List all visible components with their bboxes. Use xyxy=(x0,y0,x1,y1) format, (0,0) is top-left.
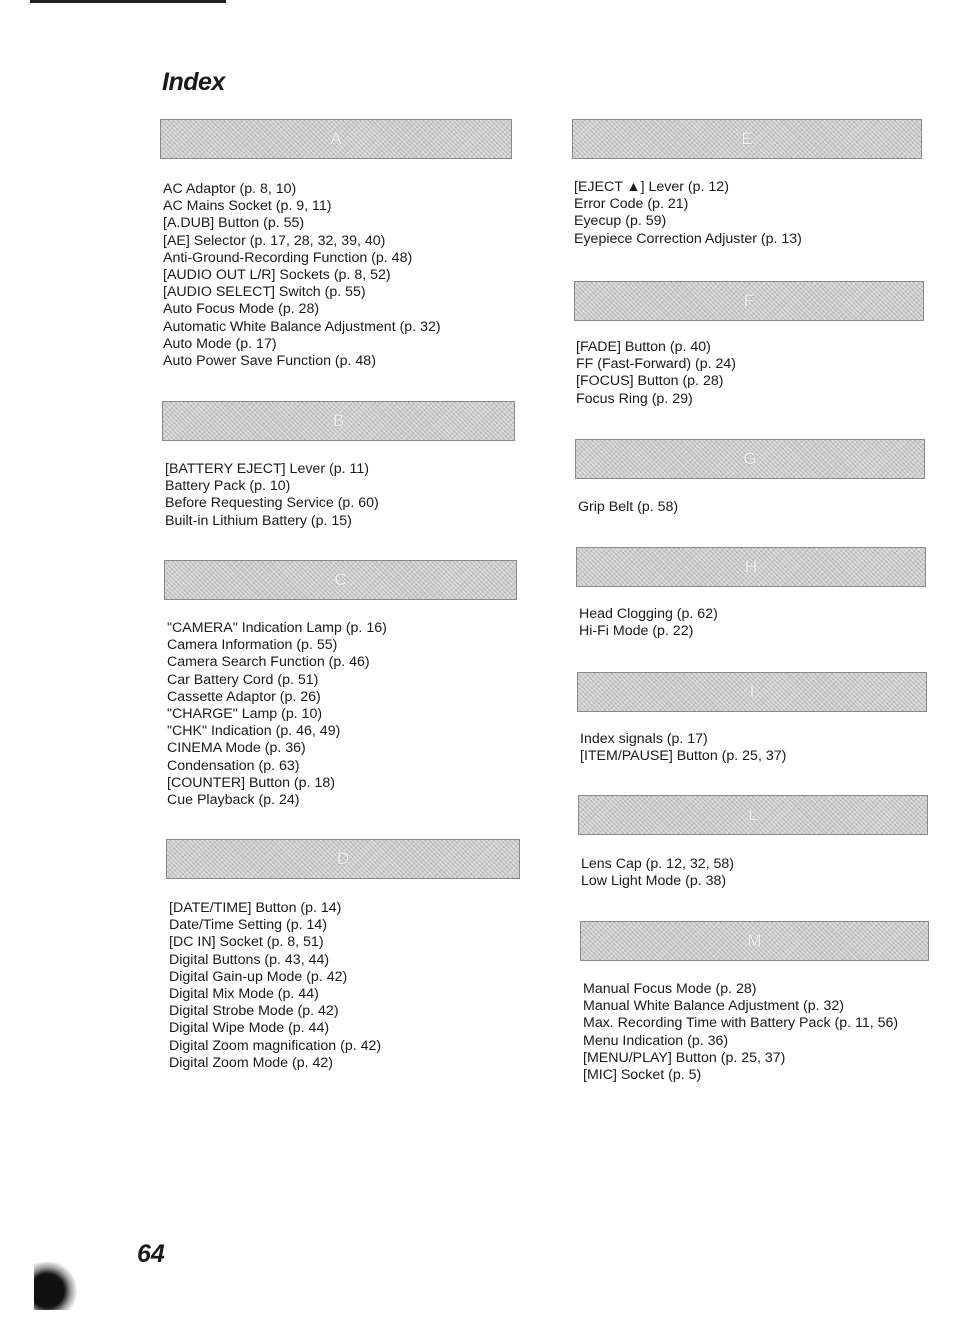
index-entry: Low Light Mode (p. 38) xyxy=(581,873,727,890)
index-entry: Manual Focus Mode (p. 28) xyxy=(583,981,757,997)
section-header-bar xyxy=(578,795,928,835)
index-entry: [FOCUS] Button (p. 28) xyxy=(576,373,724,390)
section-letter: I xyxy=(749,682,755,701)
index-section xyxy=(166,839,520,1072)
index-section xyxy=(164,560,517,809)
section-letter: M xyxy=(747,931,762,950)
section-header-bar xyxy=(166,839,520,879)
section-letter: L xyxy=(748,805,758,824)
index-entry: Date/Time Setting (p. 14) xyxy=(169,917,327,934)
entry-list xyxy=(577,731,927,765)
index-entry: FF (Fast-Forward) (p. 24) xyxy=(576,356,737,373)
section-header-bar xyxy=(580,921,929,961)
index-section xyxy=(572,119,922,248)
index-section xyxy=(578,795,928,890)
index-entry: AC Mains Socket (p. 9, 11) xyxy=(163,198,332,215)
section-letter: E xyxy=(741,129,753,148)
index-entry: Index signals (p. 17) xyxy=(580,731,708,747)
index-entry: [DC IN] Socket (p. 8, 51) xyxy=(169,934,324,951)
section-letter: H xyxy=(744,557,758,576)
index-entry: Battery Pack (p. 10) xyxy=(165,478,291,495)
section-letter: B xyxy=(332,411,345,430)
index-section xyxy=(576,547,926,640)
scan-corner-mark xyxy=(34,1262,78,1310)
index-entry: Before Requesting Service (p. 60) xyxy=(165,495,379,512)
index-section xyxy=(580,921,929,1084)
section-letter: F xyxy=(743,291,755,310)
section-header-bar xyxy=(575,439,925,479)
page-number: 64 xyxy=(137,1240,165,1268)
index-entry: [A.DUB] Button (p. 55) xyxy=(163,215,305,232)
index-entry: Auto Mode (p. 17) xyxy=(163,335,277,352)
index-entry: "CHK" Indication (p. 46, 49) xyxy=(167,723,341,740)
entry-list xyxy=(574,339,924,408)
index-entry: Digital Zoom Mode (p. 42) xyxy=(169,1054,334,1071)
section-header-bar xyxy=(160,119,512,159)
index-entry: Automatic White Balance Adjustment (p. 32) xyxy=(163,318,441,335)
index-entry: "CAMERA" Indication Lamp (p. 16) xyxy=(167,620,387,636)
entry-list xyxy=(575,499,925,516)
index-entry: [AUDIO OUT L/R] Sockets (p. 8, 52) xyxy=(163,267,391,284)
index-entry: Manual White Balance Adjustment (p. 32) xyxy=(583,998,845,1015)
index-entry: Digital Buttons (p. 43, 44) xyxy=(169,951,330,968)
index-entry: Focus Ring (p. 29) xyxy=(576,390,693,407)
index-entry: Digital Mix Mode (p. 44) xyxy=(169,986,319,1003)
index-entry: CINEMA Mode (p. 36) xyxy=(167,740,306,757)
entry-list xyxy=(164,620,517,809)
section-letter: G xyxy=(743,449,757,468)
index-entry: Auto Power Save Function (p. 48) xyxy=(163,353,376,370)
index-entry: [FADE] Button (p. 40) xyxy=(576,339,711,355)
index-entry: Auto Focus Mode (p. 28) xyxy=(163,301,320,318)
index-entry: Built-in Lithium Battery (p. 15) xyxy=(165,512,352,529)
index-entry: "CHARGE" Lamp (p. 10) xyxy=(167,706,323,723)
index-entry: Camera Information (p. 55) xyxy=(167,637,338,654)
index-entry: [DATE/TIME] Button (p. 14) xyxy=(169,900,342,916)
entry-list xyxy=(578,856,928,890)
index-entry: Digital Zoom magnification (p. 42) xyxy=(169,1037,382,1054)
index-entry: Lens Cap (p. 12, 32, 58) xyxy=(581,856,735,872)
index-entry: [ITEM/PAUSE] Button (p. 25, 37) xyxy=(580,748,787,765)
entry-list xyxy=(162,461,515,530)
index-section xyxy=(574,281,924,408)
index-entry: Hi-Fi Mode (p. 22) xyxy=(579,623,694,640)
index-entry: Grip Belt (p. 58) xyxy=(578,499,679,515)
index-section xyxy=(577,672,927,765)
index-entry: Menu Indication (p. 36) xyxy=(583,1032,729,1049)
index-entry: Anti-Ground-Recording Function (p. 48) xyxy=(163,249,413,266)
top-rule xyxy=(30,0,226,3)
index-entry: Error Code (p. 21) xyxy=(574,196,689,213)
index-section xyxy=(162,401,515,530)
index-entry: [MIC] Socket (p. 5) xyxy=(583,1067,702,1084)
index-entry: [MENU/PLAY] Button (p. 25, 37) xyxy=(583,1049,786,1066)
index-entry: Digital Strobe Mode (p. 42) xyxy=(169,1003,339,1020)
index-entry: [BATTERY EJECT] Lever (p. 11) xyxy=(165,461,369,477)
page-title: Index xyxy=(162,68,225,96)
section-header-bar xyxy=(162,401,515,441)
section-header-bar xyxy=(574,281,924,321)
section-header-bar xyxy=(164,560,517,600)
section-header-bar xyxy=(572,119,922,159)
entry-list xyxy=(576,606,926,640)
index-entry: [EJECT ▲] Lever (p. 12) xyxy=(574,179,729,195)
index-entry: Cue Playback (p. 24) xyxy=(167,792,300,809)
index-entry: [COUNTER] Button (p. 18) xyxy=(167,774,335,791)
index-section xyxy=(575,439,925,516)
index-entry: [AUDIO SELECT] Switch (p. 55) xyxy=(163,284,366,301)
index-entry: Eyepiece Correction Adjuster (p. 13) xyxy=(574,230,802,247)
index-entry: Digital Gain-up Mode (p. 42) xyxy=(169,968,348,985)
section-letter: A xyxy=(330,129,342,148)
index-entry: Cassette Adaptor (p. 26) xyxy=(167,688,321,705)
entry-list xyxy=(166,900,520,1072)
section-header-bar xyxy=(577,672,927,712)
section-letter: D xyxy=(336,849,350,868)
index-entry: [AE] Selector (p. 17, 28, 32, 39, 40) xyxy=(163,232,386,249)
index-entry: Head Clogging (p. 62) xyxy=(579,606,718,622)
index-entry: Eyecup (p. 59) xyxy=(574,213,667,230)
entry-list xyxy=(580,981,929,1084)
index-entry: Max. Recording Time with Battery Pack (p. 11, 56) xyxy=(583,1015,899,1032)
index-entry: Condensation (p. 63) xyxy=(167,757,300,774)
section-letter: C xyxy=(334,570,347,589)
index-section xyxy=(160,119,512,370)
entry-list xyxy=(572,179,922,248)
index-entry: AC Adaptor (p. 8, 10) xyxy=(163,181,297,197)
index-entry: Car Battery Cord (p. 51) xyxy=(167,671,319,688)
index-entry: Digital Wipe Mode (p. 44) xyxy=(169,1020,330,1037)
section-header-bar xyxy=(576,547,926,587)
entry-list xyxy=(160,181,512,370)
index-entry: Camera Search Function (p. 46) xyxy=(167,654,370,671)
